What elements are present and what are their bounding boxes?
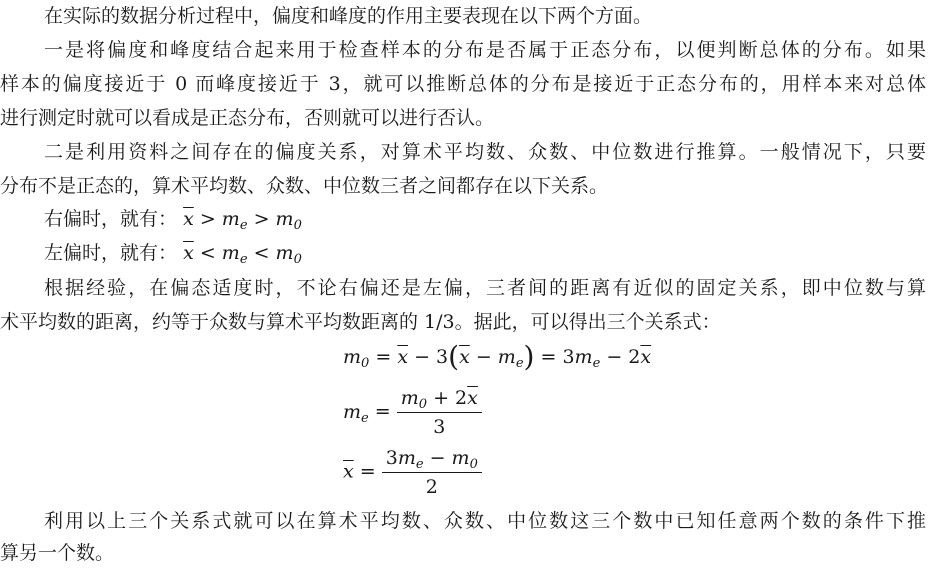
paragraph-one-line-1: 一是将偏度和峰度结合起来用于检查样本的分布是否属于正态分布，以便判断总体的分布。如果 xyxy=(44,39,926,61)
paragraph-one-line-3: 进行测定时就可以看成是正态分布，否则就可以进行否认。 xyxy=(0,107,495,129)
left-skew-relation: 左偏时，就有： $\overline{x} < m_e < m_0$ xyxy=(44,242,302,267)
paragraph-four-line-2: 算另一个数。 xyxy=(0,542,115,564)
paragraph-two-line-1: 二是利用资料之间存在的偏度关系，对算术平均数、众数、中位数进行推算。一般情况下，只要 xyxy=(44,141,926,163)
paragraph-three-line-2: 术平均数的距离，约等于众数与算术平均数距离的 1/3。据此，可以得出三个关系式： xyxy=(0,311,721,333)
paragraph-one-line-2: 样本的偏度接近于 0 而峰度接近于 3，就可以推断总体的分布是接近于正态分布的，用样本来对总体 xyxy=(0,73,926,95)
right-skew-relation: 右偏时，就有： $\overline{x} > m_e > m_0$ xyxy=(44,208,302,233)
formula-mode: $m_0 = \overline{x} - 3(\overline{x} - m_e) = 3m_e - 2\overline{x}$ xyxy=(343,340,652,373)
paragraph-two-line-2: 分布不是正态的，算术平均数、众数、中位数三者之间都存在以下关系。 xyxy=(0,175,609,197)
formula-median: $m_e$ = $\frac{m_0 + 2\overline{x}}{3}$ xyxy=(343,386,482,439)
mean-symbol: $\overline{x}$ xyxy=(183,208,194,230)
mean-symbol: $\overline{x}$ xyxy=(183,242,194,264)
left-skew-label: 左偏时，就有： xyxy=(44,242,178,264)
paragraph-four-line-1: 利用以上三个关系式就可以在算术平均数、众数、中位数这三个数中已知任意两个数的条件下推 xyxy=(44,510,926,532)
paragraph-intro: 在实际的数据分析过程中，偏度和峰度的作用主要表现在以下两个方面。 xyxy=(44,5,653,27)
paragraph-three-line-1: 根据经验，在偏态适度时，不论右偏还是左偏，三者间的距离有近似的固定关系，即中位数与算 xyxy=(44,277,926,299)
formula-mean: $\overline{x}$ = $\frac{3m_e - m_0}{2}$ xyxy=(343,446,482,499)
right-skew-label: 右偏时，就有： xyxy=(44,208,178,230)
